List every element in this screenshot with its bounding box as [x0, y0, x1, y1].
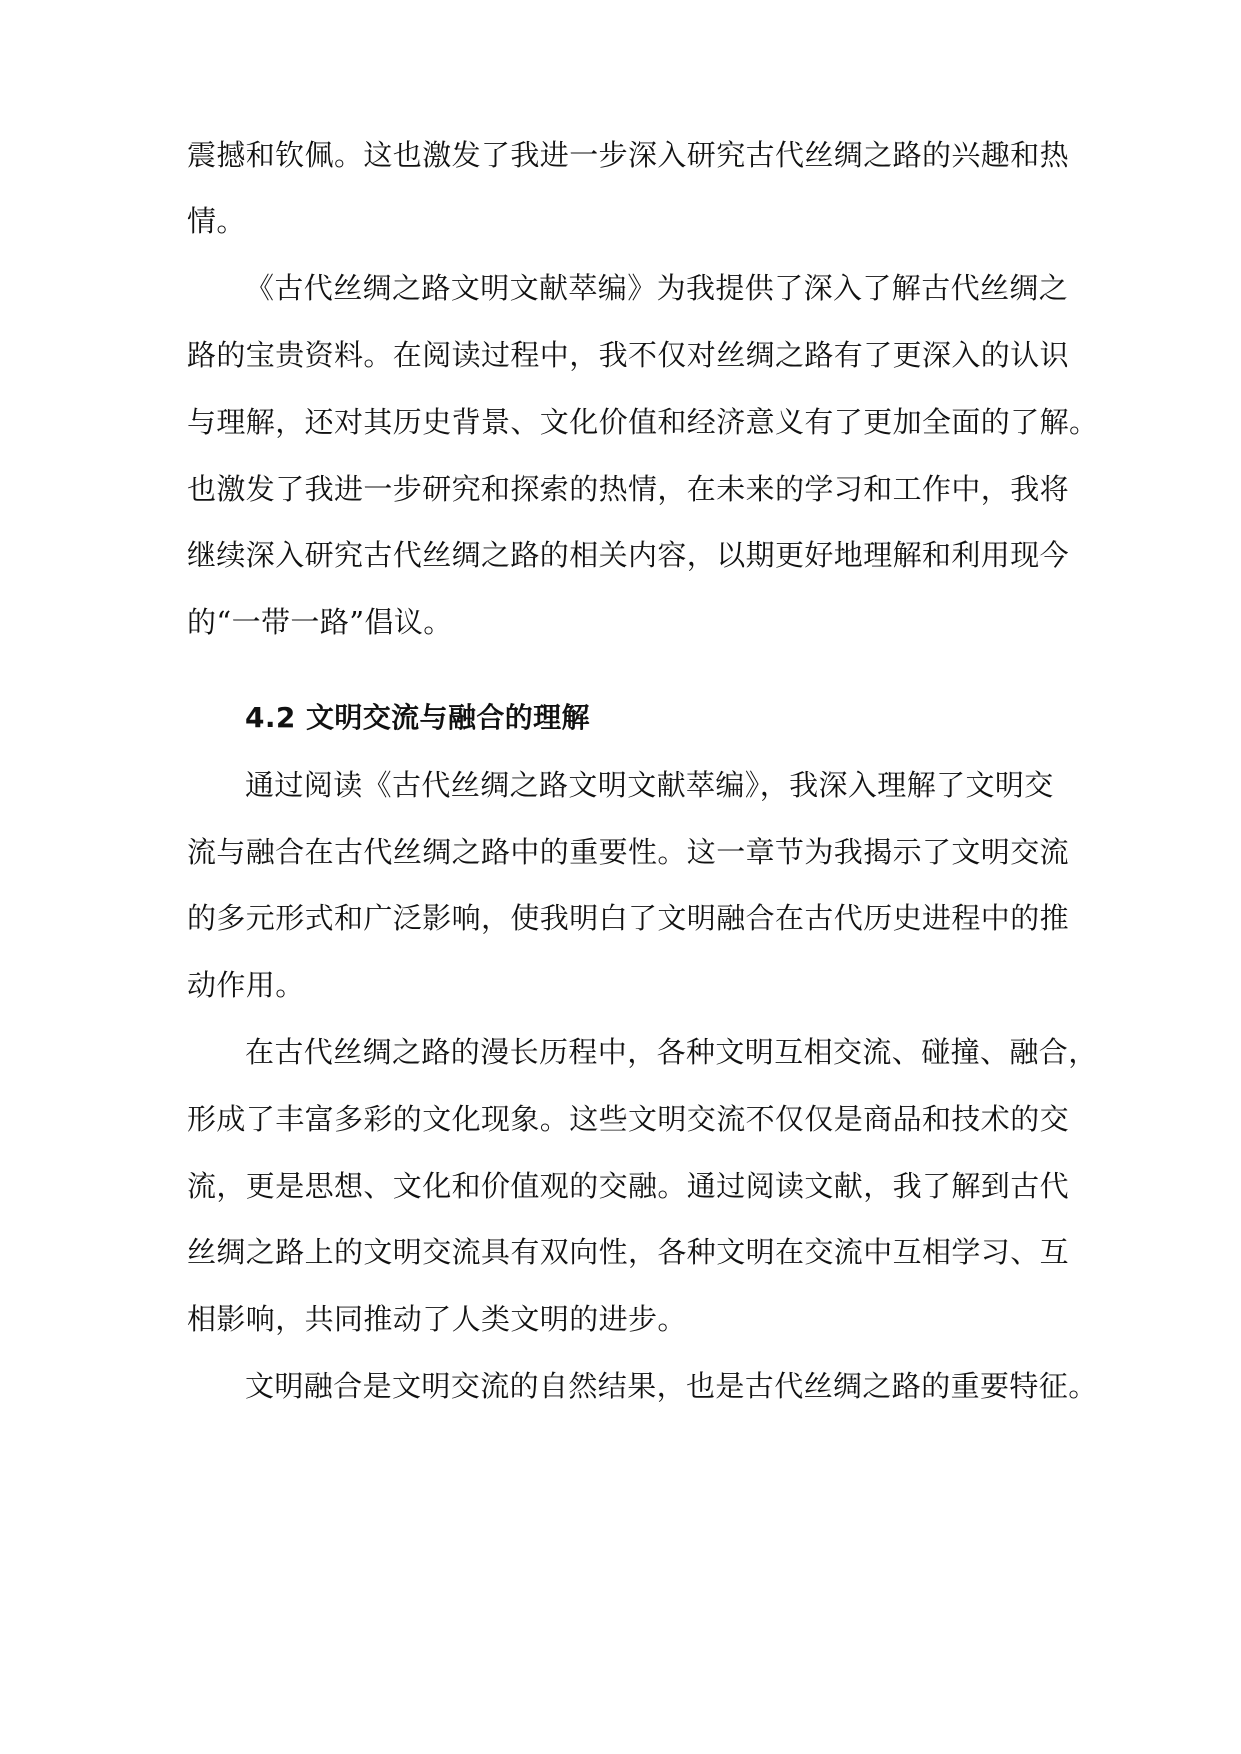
paragraph-1-line-1: 震撼和钦佩。这也激发了我进一步深入研究古代丝绸之路的兴趣和热	[187, 138, 1070, 172]
section-paragraph-2-line-5: 相影响，共同推动了人类文明的进步。	[187, 1302, 687, 1336]
section-paragraph-2-line-2: 形成了丰富多彩的文化现象。这些文明交流不仅仅是商品和技术的交	[187, 1102, 1070, 1136]
section-paragraph-2-line-1: 在古代丝绸之路的漫长历程中，各种文明互相交流、碰撞、融合，	[245, 1035, 1098, 1069]
paragraph-2-line-5: 继续深入研究古代丝绸之路的相关内容，以期更好地理解和利用现今	[187, 538, 1070, 572]
paragraph-1-line-2: 情。	[187, 204, 246, 238]
section-paragraph-1-line-1: 通过阅读《古代丝绸之路文明文献萃编》，我深入理解了文明交	[245, 768, 1054, 802]
section-paragraph-1-line-4: 动作用。	[187, 968, 305, 1002]
paragraph-2-line-1: 《古代丝绸之路文明文献萃编》为我提供了深入了解古代丝绸之	[245, 271, 1069, 305]
section-paragraph-2-line-3: 流，更是思想、文化和价值观的交融。通过阅读文献，我了解到古代	[187, 1169, 1070, 1203]
section-paragraph-2-line-4: 丝绸之路上的文明交流具有双向性，各种文明在交流中互相学习、互	[187, 1235, 1070, 1269]
paragraph-2-line-4: 也激发了我进一步研究和探索的热情，在未来的学习和工作中，我将	[187, 472, 1070, 506]
section-paragraph-3-line-1: 文明融合是文明交流的自然结果，也是古代丝绸之路的重要特征。	[245, 1369, 1098, 1403]
section-paragraph-1-line-2: 流与融合在古代丝绸之路中的重要性。这一章节为我揭示了文明交流	[187, 835, 1070, 869]
paragraph-2-line-3: 与理解，还对其历史背景、文化价值和经济意义有了更加全面的了解。	[187, 405, 1099, 439]
section-paragraph-1-line-3: 的多元形式和广泛影响，使我明白了文明融合在古代历史进程中的推	[187, 901, 1070, 935]
section-heading: 4.2 文明交流与融合的理解	[245, 701, 590, 734]
paragraph-2-line-6: 的“一带一路”倡议。	[187, 605, 453, 639]
paragraph-2-line-2: 路的宝贵资料。在阅读过程中，我不仅对丝绸之路有了更深入的认识	[187, 338, 1070, 372]
